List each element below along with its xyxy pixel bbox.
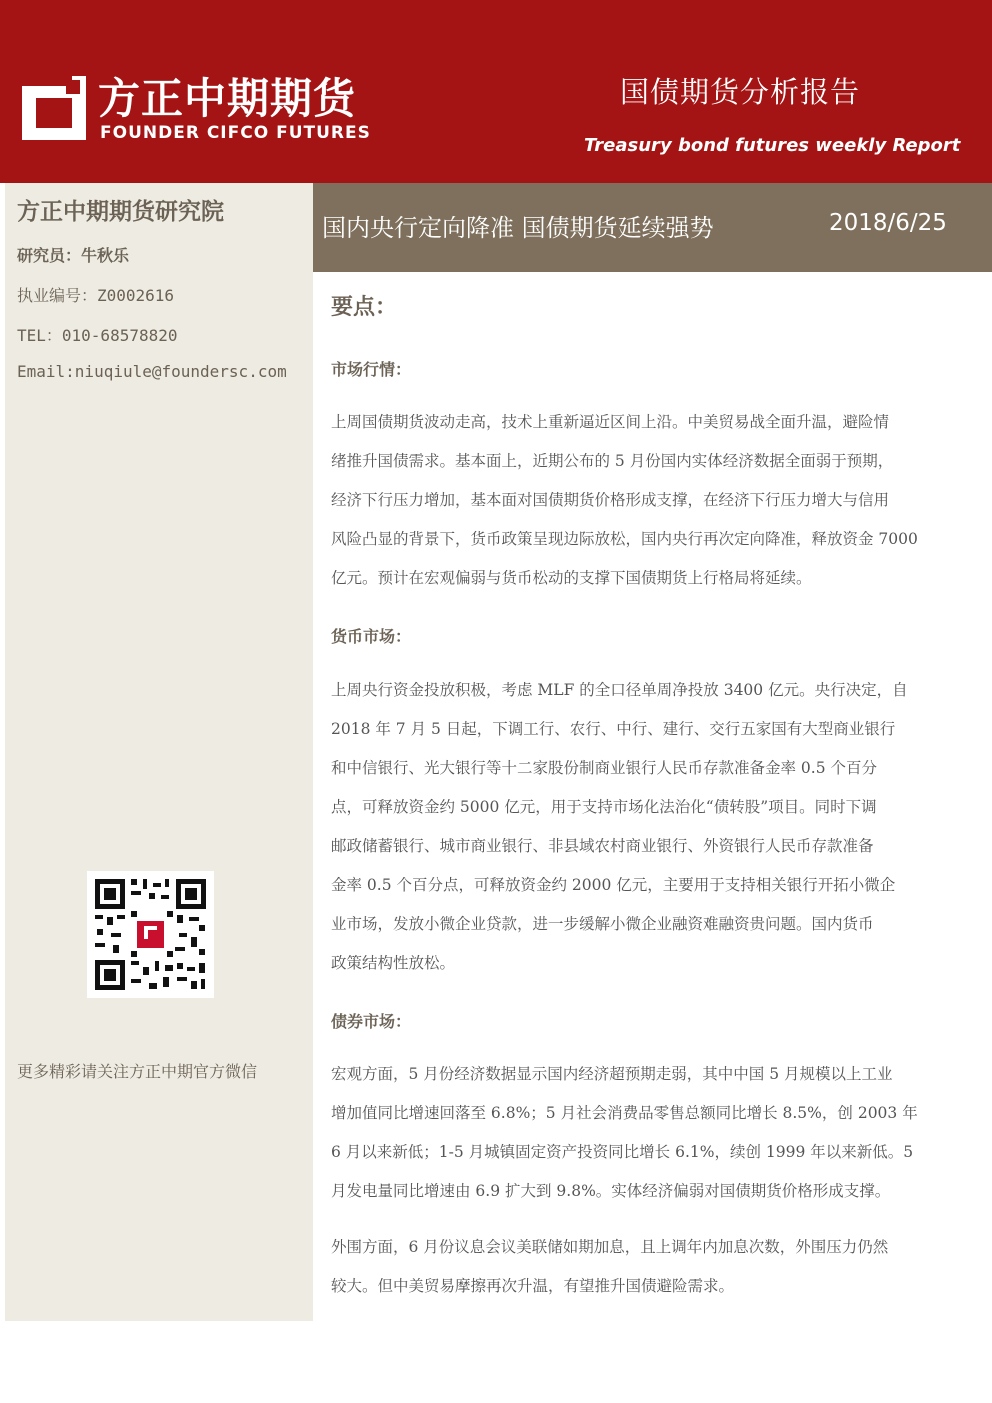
report-date: 2018/6/25 bbox=[829, 210, 947, 236]
text-line: 邮政储蓄银行、城市商业银行、非县域农村商业银行、外资银行人民币存款准备 bbox=[331, 837, 874, 855]
telephone: TEL：010-68578820 bbox=[17, 326, 178, 345]
follow-wechat-text: 更多精彩请关注方正中期官方微信 bbox=[17, 1062, 258, 1081]
text-line: 金率 0.5 个百分点，可释放资金约 2000 亿元，主要用于支持相关银行开拓小微企 bbox=[331, 876, 896, 894]
section-heading-money-market: 货币市场： bbox=[331, 627, 412, 646]
text-line: 上周央行资金投放积极，考虑 MLF 的全口径单周净投放 3400 亿元。央行决定，自 bbox=[331, 681, 908, 699]
sidebar bbox=[5, 183, 313, 1321]
report-title: 国内央行定向降准 国债期货延续强势 bbox=[322, 214, 714, 242]
text-line: 业市场，发放小微企业贷款，进一步缓解小微企业融资难融资贵问题。国内货币 bbox=[331, 915, 874, 933]
text-line: 外围方面，6 月份议息会议美联储如期加息，且上调年内加息次数，外围压力仍然 bbox=[331, 1238, 889, 1256]
paragraph-bond-external bbox=[331, 1228, 959, 1306]
report-type-en: Treasury bond futures weekly Report bbox=[584, 135, 961, 156]
section-heading-bond-market: 债券市场： bbox=[331, 1012, 412, 1031]
paragraph-bond-macro bbox=[331, 1055, 959, 1211]
text-line: 上周国债期货波动走高，技术上重新逼近区间上沿。中美贸易战全面升温，避险情 bbox=[331, 413, 890, 431]
report-type-cn: 国债期货分析报告 bbox=[620, 75, 861, 109]
text-line: 较大。但中美贸易摩擦再次升温，有望推升国债避险需求。 bbox=[331, 1277, 735, 1295]
section-heading-market: 市场行情： bbox=[331, 360, 412, 379]
paragraph-market bbox=[331, 403, 959, 598]
text-line: 亿元。预计在宏观偏弱与货币松动的支撑下国债期货上行格局将延续。 bbox=[331, 569, 812, 587]
text-line: 6 月以来新低；1-5 月城镇固定资产投资同比增长 6.1%，续创 1999 年以来新低。5 bbox=[331, 1143, 914, 1161]
text-line: 增加值同比增速回落至 6.8%；5 月社会消费品零售总额同比增长 8.5%，创 2003 年 bbox=[331, 1104, 918, 1122]
text-line: 月发电量同比增速由 6.9 扩大到 9.8%。实体经济偏弱对国债期货价格形成支撑。 bbox=[331, 1182, 891, 1200]
text-line: 点，可释放资金约 5000 亿元，用于支持市场化法治化“债转股”项目。同时下调 bbox=[331, 798, 877, 816]
brand-name-cn: 方正中期期货 bbox=[98, 74, 357, 123]
text-line: 绪推升国债需求。基本面上，近期公布的 5 月份国内实体经济数据全面弱于预期， bbox=[331, 452, 894, 470]
researcher-name: 研究员：牛秋乐 bbox=[17, 246, 130, 265]
keypoints-heading: 要点： bbox=[331, 294, 398, 320]
founder-logo-icon bbox=[22, 76, 86, 140]
email-address: Email:niuqiule@foundersc.com bbox=[17, 362, 287, 381]
institute-name: 方正中期期货研究院 bbox=[17, 198, 224, 225]
paragraph-money-market bbox=[331, 671, 959, 983]
text-line: 和中信银行、光大银行等十二家股份制商业银行人民币存款准备金率 0.5 个百分 bbox=[331, 759, 878, 777]
brand-name-en: FOUNDER CIFCO FUTURES bbox=[100, 123, 371, 143]
qr-code-icon bbox=[87, 871, 214, 998]
license-number: 执业编号：Z0002616 bbox=[17, 286, 175, 305]
header-banner bbox=[0, 0, 992, 183]
text-line: 宏观方面，5 月份经济数据显示国内经济超预期走弱，其中中国 5 月规模以上工业 bbox=[331, 1065, 893, 1083]
text-line: 经济下行压力增加，基本面对国债期货价格形成支撑，在经济下行压力增大与信用 bbox=[331, 491, 890, 509]
text-line: 风险凸显的背景下，货币政策呈现边际放松，国内央行再次定向降准，释放资金 7000 bbox=[331, 530, 918, 548]
text-line: 2018 年 7 月 5 日起，下调工行、农行、中行、建行、交行五家国有大型商业银行 bbox=[331, 720, 896, 738]
text-line: 政策结构性放松。 bbox=[331, 954, 456, 972]
